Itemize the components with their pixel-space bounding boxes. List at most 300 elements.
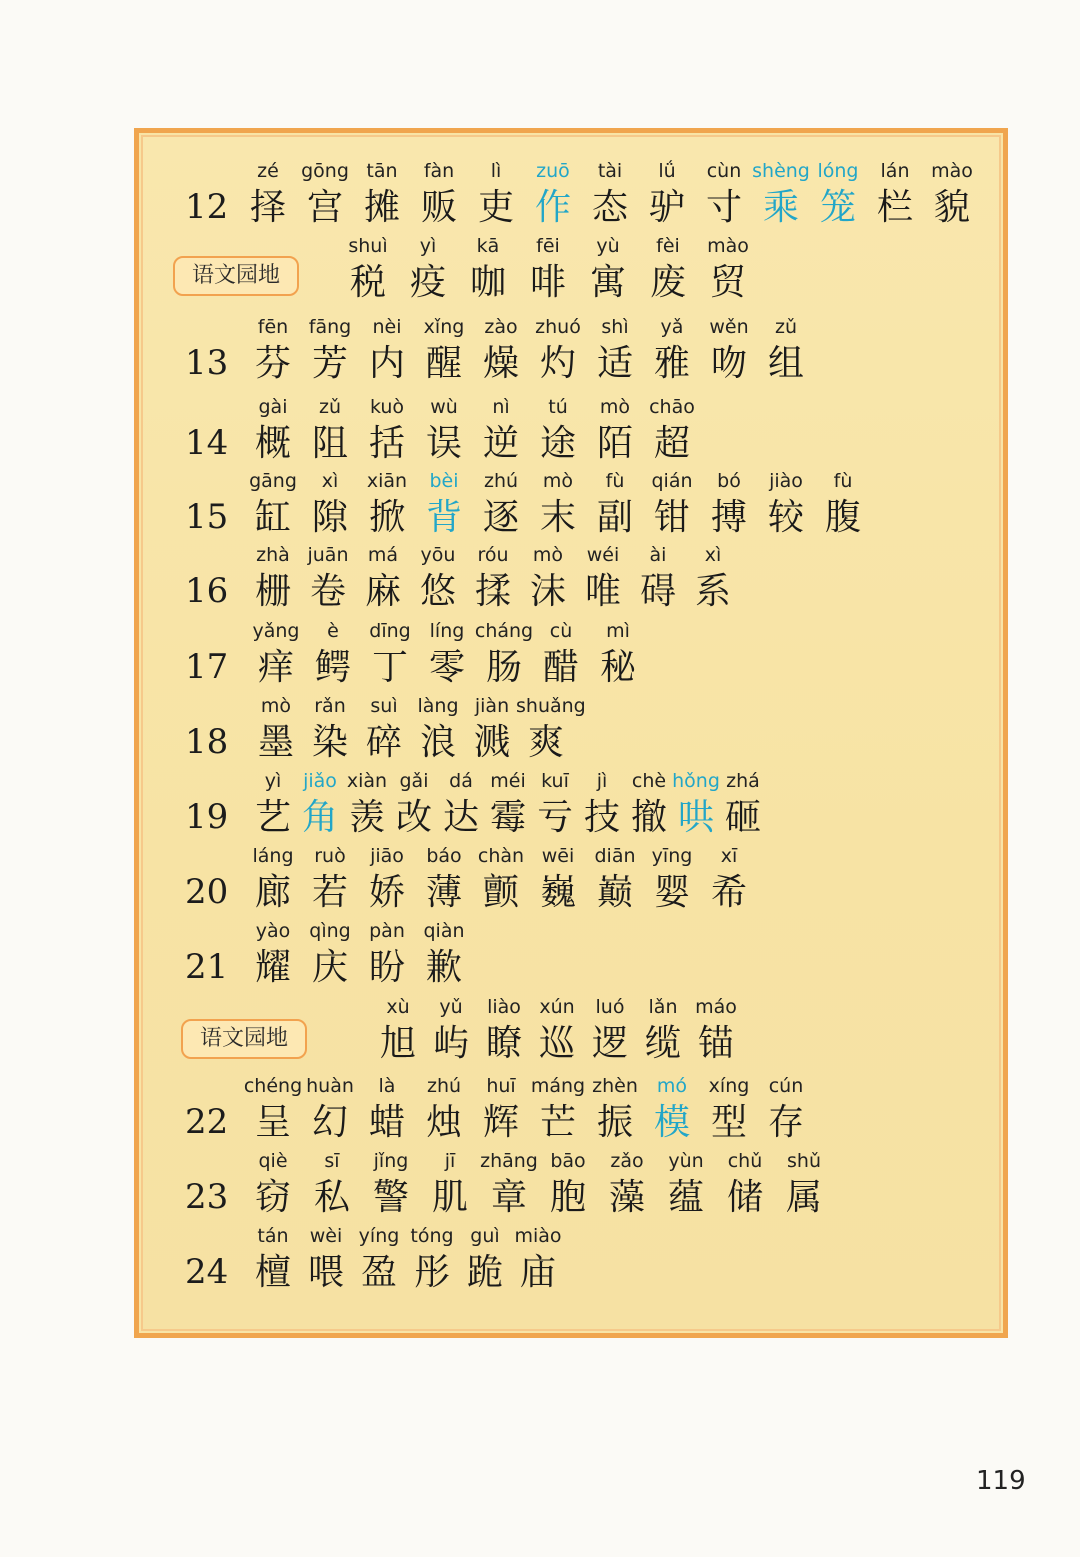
vocab-row-3 [143,313,999,393]
pinyin: lì [490,160,502,182]
character-entry [246,692,306,766]
hanzi: 亏 [536,797,573,838]
character-entry [683,541,743,615]
character-entry [474,993,534,1067]
pinyin: shèng [752,160,810,182]
character-entry [466,157,526,231]
character-entry [642,393,702,467]
hanzi: 婴 [653,872,690,913]
character-entry [686,993,746,1067]
pinyin: fù [833,470,853,492]
lesson-number: 15 [185,497,229,537]
page-number: 119 [976,1466,1026,1496]
pinyin: mào [931,160,973,182]
character-entry [300,393,360,467]
hanzi: 跪 [466,1252,503,1293]
pinyin: chàn [477,845,525,867]
character-entry [414,1072,474,1146]
pinyin: xiān [366,470,408,492]
character-entry [354,692,414,766]
lesson-number: 17 [185,647,229,687]
pinyin: zhuó [535,316,581,338]
character-entry [865,157,925,231]
pinyin: mò [599,396,631,418]
hanzi: 态 [591,187,628,228]
character-entry [402,1222,462,1296]
pinyin: xíng [708,1075,750,1097]
pinyin: báo [426,845,462,867]
vocab-row-9 [143,767,999,847]
hanzi: 私 [313,1177,350,1218]
character-entry [462,692,522,766]
character-entry [597,1147,657,1221]
pinyin: là [378,1075,396,1097]
lesson-number: 24 [185,1252,229,1292]
hanzi: 秘 [599,647,636,688]
pinyin: gǎi [399,770,429,792]
pinyin: mào [707,235,749,257]
vocab-row-14 [143,1147,999,1227]
hanzi: 技 [583,797,620,838]
character-entry [421,993,481,1067]
character-entry [243,917,303,991]
hanzi: 歉 [425,947,462,988]
character-entry [516,692,586,766]
pinyin: zé [257,160,279,182]
character-entry [813,467,873,541]
hanzi: 撤 [630,797,667,838]
pinyin: shì [601,316,629,338]
hanzi: 檀 [254,1252,291,1293]
hanzi: 艺 [254,797,291,838]
pinyin: ruò [314,845,346,867]
hanzi: 爽 [527,722,564,763]
hanzi: 唯 [584,571,621,612]
character-entry [694,157,754,231]
pinyin: yǎng [252,620,300,642]
character-entry [368,993,428,1067]
character-entry [295,157,355,231]
pinyin: zǎo [610,1150,644,1172]
character-entry [580,993,640,1067]
hanzi: 章 [490,1177,527,1218]
hanzi: 砸 [724,797,761,838]
hanzi: 若 [311,872,348,913]
character-entry [471,842,531,916]
pinyin: shǔ [787,1150,821,1172]
hanzi: 作 [534,187,571,228]
pinyin: miào [514,1225,562,1247]
vocab-row-15 [143,1222,999,1302]
pinyin: yùn [668,1150,704,1172]
pinyin: kuò [369,396,405,418]
pinyin: jiǎo [303,770,337,792]
character-entry [357,917,417,991]
pinyin: fēi [536,235,560,257]
pinyin: tóng [410,1225,454,1247]
hanzi: 较 [767,497,804,538]
character-entry [637,157,697,231]
character-entry [300,1072,360,1146]
pinyin: zhú [426,1075,462,1097]
pinyin: má [367,544,399,566]
hanzi: 栅 [254,571,291,612]
lesson-number: 21 [185,947,229,987]
hanzi: 鳄 [314,647,351,688]
character-entry [699,1072,759,1146]
hanzi: 摊 [363,187,400,228]
vocabulary-panel-inner [141,135,1001,1331]
hanzi: 概 [254,423,291,464]
pinyin: xì [704,544,722,566]
character-entry [518,541,578,615]
hanzi: 组 [767,343,804,384]
character-entry [698,232,758,306]
pinyin: hǒng [672,770,720,792]
pinyin: tú [548,396,568,418]
pinyin: lóng [817,160,859,182]
pinyin: dá [449,770,473,792]
character-entry [585,842,645,916]
character-entry [573,541,633,615]
character-entry [414,393,474,467]
pinyin: cù [549,620,573,642]
hanzi: 内 [368,343,405,384]
section-badge: 语文园地 [181,1019,307,1059]
pinyin: fāng [308,316,352,338]
hanzi: 钳 [653,497,690,538]
pinyin: gōng [301,160,349,182]
hanzi: 逐 [482,497,519,538]
character-entry [699,467,759,541]
character-entry [408,692,468,766]
character-entry [302,1147,362,1221]
pinyin: xī [720,845,738,867]
pinyin: zhá [726,770,760,792]
character-entry [585,467,645,541]
character-entry [357,467,417,541]
pinyin: fàn [423,160,455,182]
character-entry [531,617,591,691]
pinyin: lǘ [658,160,676,182]
pinyin: yào [255,920,291,942]
pinyin: kā [476,235,500,257]
pinyin: zǔ [318,396,341,418]
vocab-row-5 [143,467,999,547]
pinyin: jiàn [474,695,510,717]
lesson-number: 19 [185,797,229,837]
pinyin: fù [605,470,625,492]
lesson-number: 16 [185,571,229,611]
hanzi: 醒 [425,343,462,384]
pinyin: wèi [309,1225,343,1247]
character-entry [357,393,417,467]
character-entry [353,541,413,615]
hanzi: 瞭 [485,1023,522,1064]
pinyin: guì [470,1225,500,1247]
pinyin: mò [542,470,574,492]
pinyin: máo [695,996,737,1018]
pinyin: róu [477,544,509,566]
hanzi: 燥 [482,343,519,384]
pinyin: zhà [256,544,290,566]
hanzi: 巅 [596,872,633,913]
hanzi: 貌 [933,187,970,228]
pinyin: fèi [656,235,680,257]
hanzi: 灼 [539,343,576,384]
character-entry [642,467,702,541]
pinyin: lǎn [648,996,678,1018]
character-entry [774,1147,834,1221]
hanzi: 锚 [697,1023,734,1064]
pinyin: nèi [372,316,402,338]
character-entry [298,541,358,615]
pinyin: xù [386,996,410,1018]
hanzi: 芒 [539,1102,576,1143]
character-entry [463,541,523,615]
hanzi: 角 [301,797,338,838]
pinyin: shuì [348,235,388,257]
pinyin: jǐng [373,1150,409,1172]
hanzi: 储 [726,1177,763,1218]
pinyin: zào [484,316,518,338]
character-entry [523,157,583,231]
character-entry [246,617,306,691]
character-entry [300,692,360,766]
pinyin: xún [539,996,575,1018]
pinyin: zuō [536,160,570,182]
hanzi: 逆 [482,423,519,464]
lesson-number: 13 [185,343,229,383]
hanzi: 溅 [473,722,510,763]
character-entry [528,467,588,541]
pinyin: huàn [306,1075,354,1097]
hanzi: 辉 [482,1102,519,1143]
character-entry [243,842,303,916]
pinyin: yīng [651,845,693,867]
character-entry [458,232,518,306]
pinyin: bāo [550,1150,586,1172]
pinyin: suì [370,695,398,717]
hanzi: 庆 [311,947,348,988]
character-entry [300,842,360,916]
pinyin: cùn [706,160,742,182]
hanzi: 呈 [254,1102,291,1143]
pinyin: chéng [243,1075,303,1097]
character-entry [455,1222,515,1296]
character-entry [756,313,816,387]
character-entry [414,842,474,916]
hanzi: 宫 [306,187,343,228]
pinyin: wéi [586,544,620,566]
pinyin: jiào [769,470,803,492]
hanzi: 驴 [648,187,685,228]
hanzi: 痒 [257,647,294,688]
pinyin: wù [430,396,458,418]
hanzi: 末 [539,497,576,538]
hanzi: 屿 [432,1023,469,1064]
pinyin: chǔ [727,1150,763,1172]
pinyin: huī [486,1075,516,1097]
hanzi: 蜡 [368,1102,405,1143]
pinyin: mò [260,695,292,717]
hanzi: 逻 [591,1023,628,1064]
pinyin: qiàn [423,920,465,942]
lesson-number: 23 [185,1177,229,1217]
hanzi: 废 [649,262,686,303]
hanzi: 霉 [489,797,526,838]
pinyin: tán [257,1225,289,1247]
hanzi: 吏 [477,187,514,228]
hanzi: 警 [372,1177,409,1218]
character-entry [349,1222,409,1296]
pinyin: zhèn [592,1075,638,1097]
character-entry [638,232,698,306]
hanzi: 娇 [368,872,405,913]
hanzi: 括 [368,423,405,464]
character-entry [471,1072,531,1146]
character-entry [922,157,982,231]
character-entry [303,617,363,691]
pinyin: luó [595,996,625,1018]
pinyin: zǔ [774,316,797,338]
pinyin: shuǎng [516,695,586,717]
pinyin: mò [532,544,564,566]
hanzi: 揉 [474,571,511,612]
hanzi: 模 [653,1102,690,1143]
pinyin: jiāo [370,845,404,867]
hanzi: 途 [539,423,576,464]
hanzi: 雅 [653,343,690,384]
pinyin: líng [429,620,465,642]
hanzi: 醋 [542,647,579,688]
pinyin: zhú [483,470,519,492]
character-entry [409,157,469,231]
hanzi: 误 [425,423,462,464]
character-entry [243,467,303,541]
character-entry [699,842,759,916]
hanzi: 贩 [420,187,457,228]
character-entry [357,1072,417,1146]
hanzi: 浪 [419,722,456,763]
hanzi: 腹 [824,497,861,538]
hanzi: 羡 [348,797,385,838]
hanzi: 蕴 [667,1177,704,1218]
hanzi: 适 [596,343,633,384]
character-entry [414,313,474,387]
hanzi: 改 [395,797,432,838]
hanzi: 寓 [589,262,626,303]
pinyin: bó [717,470,741,492]
hanzi: 藻 [608,1177,645,1218]
hanzi: 啡 [529,262,566,303]
hanzi: 系 [694,571,731,612]
pinyin: nì [492,396,510,418]
hanzi: 巍 [539,872,576,913]
character-entry [398,232,458,306]
character-entry [479,1147,539,1221]
pinyin: yù [596,235,620,257]
character-entry [243,1072,303,1146]
character-entry [756,1072,816,1146]
character-entry [243,313,303,387]
vocab-row-12 [143,993,999,1073]
character-entry [471,313,531,387]
hanzi: 窃 [254,1177,291,1218]
hanzi: 烛 [425,1102,462,1143]
character-entry [656,1147,716,1221]
hanzi: 庙 [519,1252,556,1293]
vocab-row-2 [143,232,999,312]
pinyin: liào [487,996,521,1018]
hanzi: 希 [710,872,747,913]
hanzi: 盈 [360,1252,397,1293]
pinyin: cún [768,1075,804,1097]
pinyin: chāo [649,396,695,418]
pinyin: yíng [358,1225,400,1247]
character-entry [243,1222,303,1296]
character-entry [528,393,588,467]
pinyin: yǔ [439,996,463,1018]
character-entry [528,313,588,387]
hanzi: 肌 [431,1177,468,1218]
hanzi: 择 [249,187,286,228]
hanzi: 栏 [876,187,913,228]
hanzi: 缆 [644,1023,681,1064]
character-entry [642,313,702,387]
pinyin: qiè [258,1150,288,1172]
pinyin: rǎn [314,695,346,717]
hanzi: 胞 [549,1177,586,1218]
hanzi: 咖 [469,262,506,303]
pinyin: zhāng [480,1150,538,1172]
hanzi: 染 [311,722,348,763]
character-entry [243,1147,303,1221]
hanzi: 存 [767,1102,804,1143]
pinyin: fēn [257,316,289,338]
hanzi: 阻 [311,423,348,464]
character-entry [300,313,360,387]
pinyin: méi [490,770,526,792]
pinyin: juān [307,544,349,566]
character-entry [751,157,811,231]
hanzi: 肠 [485,647,522,688]
lesson-number: 22 [185,1102,229,1142]
pinyin: pàn [369,920,405,942]
pinyin: bèi [429,470,459,492]
pinyin: sī [324,1150,340,1172]
vocab-row-13 [143,1072,999,1152]
hanzi: 疫 [409,262,446,303]
hanzi: 贸 [709,262,746,303]
hanzi: 幻 [311,1102,348,1143]
hanzi: 卷 [309,571,346,612]
character-entry [243,393,303,467]
vocab-row-4 [143,393,999,473]
character-entry [538,1147,598,1221]
hanzi: 麻 [364,571,401,612]
hanzi: 碍 [639,571,676,612]
character-entry [528,1072,588,1146]
pinyin: chè [631,770,667,792]
vocab-row-8 [143,692,999,772]
character-entry [471,393,531,467]
pinyin: diān [594,845,636,867]
character-entry [580,157,640,231]
pinyin: è [327,620,339,642]
lesson-number: 12 [185,187,229,227]
character-entry [357,313,417,387]
